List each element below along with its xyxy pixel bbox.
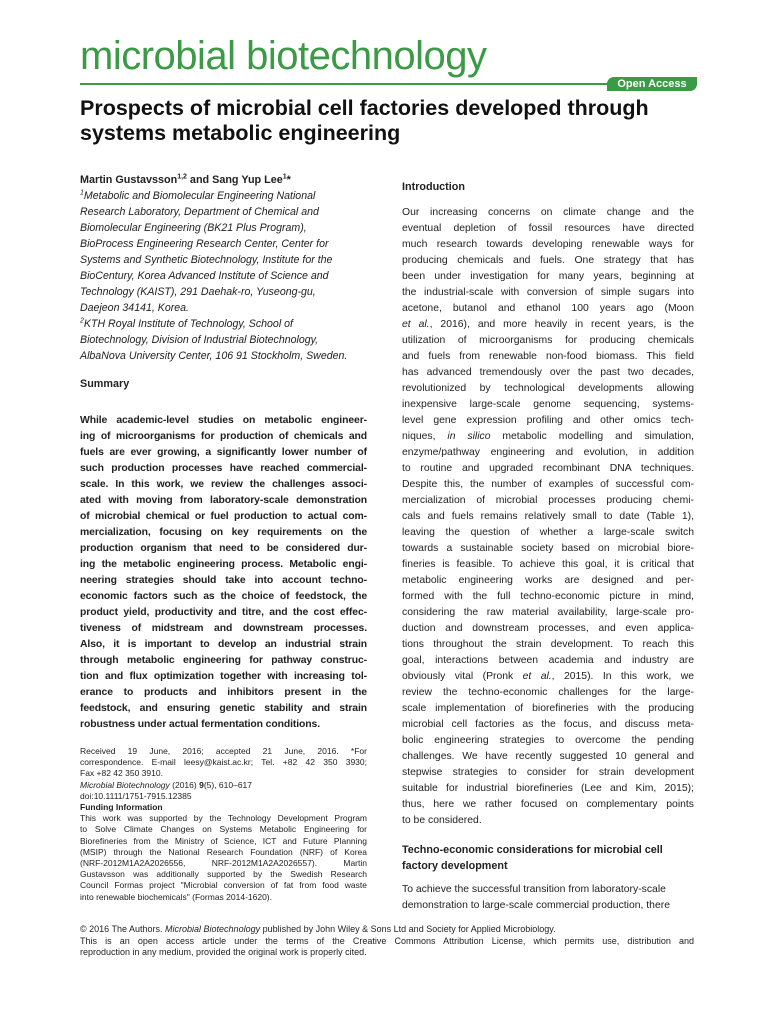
introduction-line: acetone, butanol and ethanol 100 years ago (Moon	[402, 303, 694, 314]
summary-line: mercialization, focusing on key requirements on the	[80, 527, 367, 538]
affiliations	[80, 188, 367, 364]
meta-line: correspondence. E-mail leesy@kaist.ac.kr; Tel. +82 42 350 3930;	[80, 757, 367, 768]
article-meta	[80, 746, 367, 903]
affiliation-line: Research Laboratory, Department of Chemical and	[80, 206, 319, 218]
introduction-heading: Introduction	[402, 181, 465, 193]
introduction-text	[402, 205, 694, 829]
footer-line: © 2016 The Authors. Microbial Biotechnology published by John Wiley & Sons Ltd and Society for Applied Microbiology.	[80, 924, 556, 934]
introduction-line: level gene expression profiling and other omics tech-	[402, 415, 694, 426]
introduction-line: Our increasing concerns on climate change and the	[402, 207, 694, 218]
affiliation-line: $^2$KTH Royal Institute of Technology, School of	[80, 317, 293, 330]
introduction-line: inexpensive large-scale genome sequencing, systems-	[402, 399, 694, 410]
introduction-line: to routine and upgraded recombinant DNA techniques.	[402, 463, 694, 474]
summary-line: ing the metabolic engineering process. Metabolic engi-	[80, 559, 367, 570]
funding-line: (NRF-2012M1A2A2026556, NRF-2012M1A2A2026557). Martin	[80, 858, 367, 869]
introduction-line: to be considered.	[402, 815, 482, 826]
introduction-line: formed with the full techno-economic picture in mind,	[402, 591, 694, 602]
summary-line: of microbial chemical or fuel production to actual com-	[80, 511, 367, 522]
affiliation-line: AlbaNova University Center, 106 91 Stockholm, Sweden.	[80, 350, 348, 362]
introduction-line: cals and fuels remains relatively small to date (Table 1),	[402, 511, 694, 522]
section-heading-line: factory development	[402, 860, 508, 872]
summary-line: neering strategies should take into account techno-	[80, 575, 367, 586]
funding-line: (MSIP) through the National Research Foundation (NRF) of Korea	[80, 846, 367, 857]
introduction-line: eventual depletion of fossil resources have directed	[402, 223, 694, 234]
introduction-line: suitable for industrial biorefineries (Lee and Kim, 2015);	[402, 783, 694, 794]
introduction-line: stepwise strategies to consider for strain development	[402, 767, 694, 778]
introduction-line: the industrial-scale with conversion of simple sugars into	[402, 287, 694, 298]
introduction-line: revolutionized by technological developments allowing	[402, 383, 694, 394]
meta-line: Microbial Biotechnology (2016) 9(5), 610–617	[80, 779, 253, 790]
funding-line: This work was supported by the Technology Development Program	[80, 813, 367, 824]
affiliation-line: BioCentury, Korea Advanced Institute of Science and	[80, 270, 329, 282]
affiliation-line: Biomolecular Engineering (BK21 Plus Program),	[80, 222, 307, 234]
footer-line: This is an open access article under the terms of the Creative Commons Attribution License, which permits use, distribution and	[80, 935, 694, 946]
author-line: Martin Gustavsson$^{1,2}$ and Sang Yup Lee$^1$*	[80, 173, 291, 186]
introduction-line: been under investigation for many years, beginning at	[402, 271, 694, 282]
introduction-line: has advanced tremendously over the past two decades,	[402, 367, 694, 378]
summary-line: Also, it is important to develop an industrial strain	[80, 639, 367, 650]
introduction-line: fineries is feasible. To achieve this goal, it is critical that	[402, 559, 694, 570]
introduction-line: duction and downstream processes, and even applica-	[402, 623, 694, 634]
summary-line: tion and flux optimization together with increasing tol-	[80, 671, 367, 682]
introduction-line: thus, here we rather focused on complementary points	[402, 799, 694, 810]
summary-line: While academic-level studies on metabolic engineer-	[80, 415, 367, 426]
introduction-line: and fuels from renewable non-food biomass. This field	[402, 351, 694, 362]
summary-line: through metabolic engineering for pathway construc-	[80, 655, 367, 666]
funding-line: Council Formas project "Microbial conversion of fat from food waste	[80, 880, 367, 891]
affiliation-line: Biotechnology, Division of Industrial Biotechnology,	[80, 334, 319, 346]
introduction-line: microbial cell factories as the focus, and discuss meta-	[402, 719, 694, 730]
introduction-line: metabolic engineering works are designed and per-	[402, 575, 694, 586]
affiliation-line: $^1$Metabolic and Biomolecular Engineering National	[80, 189, 316, 202]
funding-heading: Funding Information	[80, 802, 163, 813]
meta-line: Fax +82 42 350 3910.	[80, 768, 163, 779]
header-rule	[80, 83, 615, 85]
affiliation-line: Systems and Synthetic Biotechnology, Institute for the	[80, 254, 333, 266]
summary-line: fuels are ever growing, a significantly lower number of	[80, 447, 367, 458]
introduction-line: utilization of microorganisms for producing chemicals	[402, 335, 694, 346]
summary-line: economic factors such as the choice of feedstock, the	[80, 591, 367, 602]
summary-line: tiveness of midstream and downstream processes.	[80, 623, 367, 634]
introduction-line: scale implementation of biorefineries with the producing	[402, 703, 694, 714]
introduction-line: leaving the question of whether a large-scale switch	[402, 527, 694, 538]
funding-line: Gustavsson was additionally supported by the Swedish Research	[80, 869, 367, 880]
summary-line: robustness under actual fermentation conditions.	[80, 719, 320, 730]
introduction-line: producing chemicals and fuels. One strategy that has	[402, 255, 694, 266]
journal-title: microbial biotechnology	[80, 34, 487, 78]
affiliation-line: BioProcess Engineering Research Center, Center for	[80, 238, 329, 250]
meta-line: Received 19 June, 2016; accepted 21 June, 2016. *For	[80, 746, 367, 756]
affiliation-line: Daejeon 34141, Korea.	[80, 302, 189, 314]
summary-line: such production processes have reached commercial-	[80, 463, 367, 474]
introduction-line: challenges. We have recently suggested 10 general and	[402, 751, 694, 762]
funding-line: to Solve Climate Changes on Systems Metabolic Engineering for	[80, 824, 367, 835]
section-heading-techno-economic	[402, 842, 694, 874]
introduction-line: towards a sustainable society based on microbial biore-	[402, 543, 694, 554]
article-title: Prospects of microbial cell factories developed through systems metabolic engineering	[80, 96, 649, 145]
meta-line: doi:10.1111/1751-7915.12385	[80, 790, 192, 801]
funding-line: Biorefineries from the Ministry of Science, ICT and Future Planning	[80, 835, 367, 846]
introduction-line: obviously vital (Pronk et al., 2015). In this work, we	[402, 671, 694, 682]
introduction-line: goal, interactions between academia and industry are	[402, 655, 694, 666]
license-footer	[80, 924, 694, 959]
summary-line: erance to products and inhibitors present in the	[80, 687, 367, 698]
introduction-line: bolic engineering strategies to overcome the pending	[402, 735, 694, 746]
section-line: demonstration to large-scale commercial production, there	[402, 900, 670, 911]
introduction-line: much research towards developing renewable ways for	[402, 239, 694, 250]
footer-line: reproduction in any medium, provided the original work is properly cited.	[80, 947, 367, 958]
summary-text	[80, 413, 367, 733]
summary-line: product yield, productivity and titre, and the cost effec-	[80, 607, 367, 618]
introduction-line: Despite this, the number of examples of successful com-	[402, 479, 694, 490]
summary-heading: Summary	[80, 378, 130, 390]
introduction-line: considering the raw material availability, large-scale pro-	[402, 607, 694, 618]
author-list	[80, 172, 367, 188]
section-text-techno-economic	[402, 882, 694, 914]
open-access-badge: Open Access	[607, 77, 697, 91]
affiliation-line: Technology (KAIST), 291 Daehak-ro, Yuseong-gu,	[80, 286, 316, 298]
introduction-line: enzyme/pathway engineering and evolution, in addition	[402, 447, 694, 458]
funding-line: into renewable biochemicals" (Formas 2014-1620).	[80, 891, 273, 902]
summary-line: scale. In this work, we review the challenges associ-	[80, 479, 367, 490]
introduction-line: tions throughout the strain development. To reach this	[402, 639, 694, 650]
introduction-line: review the techno-economic challenges for the large-	[402, 687, 694, 698]
summary-line: production organism that need to be considered dur-	[80, 543, 367, 554]
introduction-line: mercialization of microbial processes producing chemi-	[402, 495, 694, 506]
summary-line: ated with moving from laboratory-scale demonstration	[80, 495, 367, 506]
summary-line: feedstock, and ensuring genetic stability and strain	[80, 703, 367, 714]
introduction-line: niques, in silico metabolic modelling and simulation,	[402, 431, 694, 442]
introduction-line: et al., 2016), and more heavily in recent years, is the	[402, 319, 694, 330]
section-heading-line: Techno-economic considerations for microbial cell	[402, 844, 663, 856]
section-line: To achieve the successful transition from laboratory-scale	[402, 884, 666, 895]
summary-line: ing of microorganisms for production of chemicals and	[80, 431, 367, 442]
